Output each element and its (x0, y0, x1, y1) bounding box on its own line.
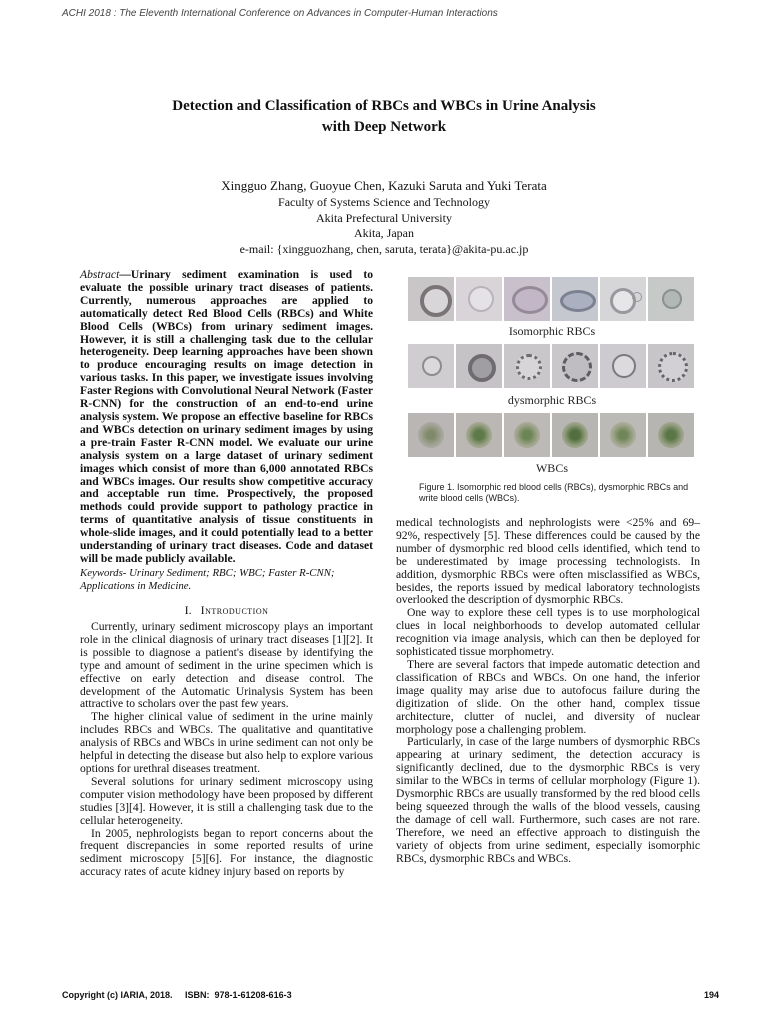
cell-image (408, 344, 454, 388)
keywords: Keywords- Urinary Sediment; RBC; WBC; Faster R-CNN; Applications in Medicine. (80, 567, 335, 592)
intro-paragraph: Currently, urinary sediment microscopy plays an important role in the clinical diagnosis of urinary tract diseases [1][2]. It is possible to diagnose a patient's disease by identifying the type and amount of sediment in the urine specimen which is effective on early detection and disease control. The development of the Automatic Urinalysis System has been attractive to scholars over the past few years. (80, 620, 373, 711)
cell-image (456, 344, 502, 388)
body-paragraph: Particularly, in case of the large numbers of dysmorphic RBCs appearing at urinary sediment, the detection accuracy is significantly declined, due to the dysmorphic RBCs is very similar to the WBCs in terms of cellular morphology (Figure 1). Dysmorphic RBCs are usually transformed by the red blood cells being squeezed through the walls of the blood vessels, causing the damage of cell wall. Furthermore, such cases are not rare. Therefore, we need an effective approach to distinguish the variety of objects from urine sediment, especially isomorphic RBCs, dysmorphic RBCs and WBCs. (396, 735, 700, 865)
label-dysmorphic-rbcs: dysmorphic RBCs (507, 393, 597, 407)
affiliation-university: Akita Prefectural University (316, 210, 452, 225)
paper-title (60, 96, 708, 138)
cell-image (552, 413, 598, 457)
abstract-label: Abstract (80, 268, 120, 281)
cell-image (504, 413, 550, 457)
running-header: ACHI 2018 : The Eleventh International Conference on Advances in Computer-Human Interactions (62, 8, 498, 19)
affiliation-email: e-mail: {xingguozhang, chen, saruta, terata}@akita-pu.ac.jp (239, 241, 529, 256)
cell-image (600, 413, 646, 457)
wbc-image-strip (408, 413, 694, 457)
cell-image (504, 277, 550, 321)
introduction-body (80, 621, 373, 879)
figure-1-caption: Figure 1. Isomorphic red blood cells (RBCs), dysmorphic RBCs and write blood cells (WBCs). (419, 482, 689, 503)
intro-paragraph: The higher clinical value of sediment in the urine mainly includes RBCs and WBCs. The qualitative and quantitative analysis of RBCs and WBCs in urine sediment can not only be helpful in detecting the disease but also help to explore various options for urethral diseases treatment. (80, 710, 373, 775)
cell-image (648, 344, 694, 388)
body-paragraph: medical technologists and nephrologists were <25% and 69–92%, respectively [5]. These differences could be caused by the number of dysmorphic red blood cells identified, which tend to be underestimated by image processing technologists. In addition, dysmorphic RBCs were often misclassified as WBCs, besides, the reports issued by medical laboratory technologists overlooked the description of dysmorphic RBCs. (396, 516, 700, 607)
cell-image (456, 277, 502, 321)
intro-paragraph: Several solutions for urinary sediment microscopy using computer vision methodology have been proposed by different studies [3][4]. However, it is still a challenging task due to the cellular heterogeneity. (80, 774, 373, 827)
page-number: 194 (704, 990, 720, 1000)
dysmorphic-rbc-image-strip (408, 344, 694, 388)
abstract (80, 269, 373, 566)
intro-paragraph: In 2005, nephrologists began to report concerns about the frequent discrepancies in some reported results of urine sediment microscopy [5][6]. For instance, the diagnostic accuracy rates of acute kidney injury based on reports by (80, 826, 373, 879)
cell-image (408, 413, 454, 457)
affiliation-location: Akita, Japan (354, 226, 414, 240)
title-line-1: Detection and Classification of RBCs and WBCs in Urine Analysis (172, 98, 596, 114)
affiliation-block (60, 195, 708, 257)
body-paragraph: One way to explore these cell types is to use morphological clues in local neighborhoods to develop automated cellular recognition via image analysis, which can then be deployed for sophisticated tissue morphometry. (396, 606, 700, 659)
figure-1 (404, 277, 700, 479)
cell-image (600, 344, 646, 388)
cell-image (552, 277, 598, 321)
title-line-2: with Deep Network (321, 119, 447, 135)
abstract-text: —Urinary sediment examination is used to evaluate the possible urinary tract diseases of patients. Currently, numerous approaches are applied to automatically detect Red Blood Cells (RBCs) and White Blood Cells (WBCs) from urinary sediment images. However, it is still a challenging task due to the cellular heterogeneity. Deep learning approaches have been shown to produce encouraging results on image detection in various tasks. In this paper, we investigate issues involving Faster Regions with Convolutional Neural Network (Faster R-CNN) for the construction of an end-to-end urine analysis system. We propose an effective baseline for RBCs and WBCs detection on urinary sediment images by using a pre-train Faster R-CNN model. We evaluate our urine analysis system on a large dataset of urinary sediment images which consist of more than 6,000 annotated RBCs and WBCs images. Our results show competitive accuracy and acceptable run time. Prospectively, the proposed methods could provide support to pathology practice in terms of quantitative analysis of tissue constituents in whole-slide images, and it could potentially lead to a better understanding of urinary tract diseases. Code and dataset will be made publicly available. (80, 268, 373, 565)
section-heading-introduction (80, 603, 373, 618)
cell-image (648, 277, 694, 321)
affiliation-faculty: Faculty of Systems Science and Technology (278, 195, 490, 209)
right-column-body (396, 517, 700, 865)
cell-image (648, 413, 694, 457)
section-title: Introduction (200, 603, 269, 617)
author-list: Xingguo Zhang, Guoyue Chen, Kazuki Saruta and Yuki Terata (221, 178, 547, 193)
label-wbcs: WBCs (535, 461, 568, 475)
cell-image (456, 413, 502, 457)
body-paragraph: There are several factors that impede automatic detection and classification of RBCs and WBCs. On one hand, the inferior image quality may arise due to autofocus failure during the digitization of slide. On the other hand, complex tissue architecture, clutter of nuclei, and diversity of nuclear morphology pose a challenging problem. (396, 657, 700, 736)
cell-image (408, 277, 454, 321)
cell-image (504, 344, 550, 388)
cell-image (552, 344, 598, 388)
section-number: I. (184, 603, 192, 617)
cell-image (600, 277, 646, 321)
copyright-footer: Copyright (c) IARIA, 2018. ISBN: 978-1-61208-616-3 (62, 990, 292, 1000)
isomorphic-rbc-image-strip (408, 277, 694, 321)
label-isomorphic-rbcs: Isomorphic RBCs (508, 324, 596, 338)
